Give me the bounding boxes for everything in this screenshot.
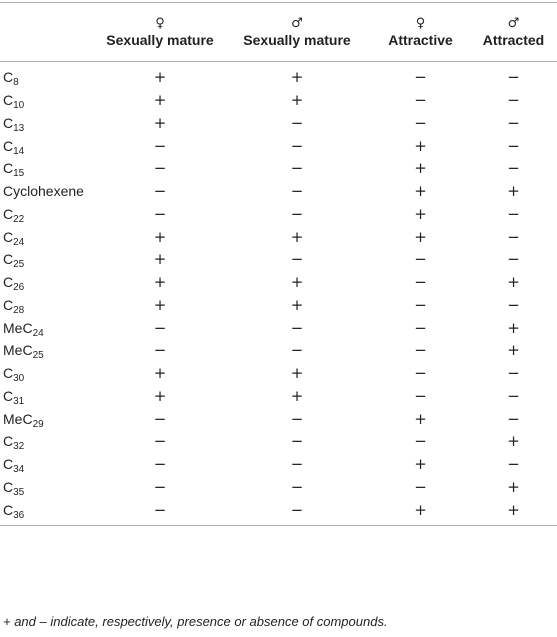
compound-name [0, 339, 97, 362]
presence-marker: − [290, 250, 304, 269]
table-body [0, 62, 557, 526]
presence-marker: − [153, 159, 167, 178]
male-symbol-icon: ♂ [291, 16, 303, 31]
compound-subscript: 24 [32, 327, 44, 339]
table-row [0, 271, 557, 294]
presence-marker: + [153, 227, 167, 246]
header-row [0, 3, 557, 62]
presence-marker: − [290, 341, 304, 360]
compound-subscript: 14 [13, 145, 25, 157]
presence-marker: + [153, 68, 167, 87]
female-symbol-icon: ♀ [415, 16, 426, 31]
presence-marker: + [290, 68, 304, 87]
presence-marker: − [414, 295, 427, 314]
presence-marker: − [290, 204, 304, 223]
compound-name [0, 157, 97, 180]
presence-marker: − [290, 113, 304, 132]
compound-prefix: C [3, 274, 14, 291]
presence-marker: − [507, 68, 520, 87]
table-row [0, 430, 557, 453]
presence-marker: − [414, 250, 427, 269]
presence-marker: − [414, 318, 427, 337]
presence-marker: − [414, 364, 427, 383]
presence-marker: − [153, 341, 167, 360]
column-header [0, 3, 97, 62]
compound-subscript: 25 [32, 350, 44, 362]
compound-subscript: 26 [13, 282, 25, 294]
compound-prefix: MeC [3, 410, 33, 427]
column-header [97, 3, 223, 62]
presence-marker: − [290, 432, 304, 451]
table-row [0, 157, 557, 180]
table-row [0, 294, 557, 317]
presence-marker: − [507, 250, 520, 269]
presence-marker: − [414, 91, 427, 110]
presence-marker: − [507, 227, 520, 246]
table-row [0, 62, 557, 89]
compound-subscript: 30 [13, 373, 25, 385]
compound-name [0, 316, 97, 339]
compound-subscript: 32 [13, 441, 25, 453]
header-label: Sexually mature [243, 32, 351, 48]
compound-prefix: C [3, 456, 14, 473]
compound-subscript: 22 [13, 213, 25, 225]
compound-name [0, 112, 97, 135]
presence-marker: + [414, 227, 427, 246]
presence-marker: − [223, 498, 371, 525]
presence-marker: + [290, 91, 304, 110]
presence-marker: + [153, 364, 167, 383]
compound-name [0, 476, 97, 499]
presence-marker: − [290, 182, 304, 201]
compound-prefix: MeC [3, 342, 33, 359]
compound-prefix: C [3, 69, 14, 86]
table-row [0, 339, 557, 362]
presence-marker: + [153, 386, 167, 405]
compound-name [0, 134, 97, 157]
table-row [0, 498, 557, 525]
compound-name [0, 203, 97, 226]
column-header [371, 3, 470, 62]
table-row [0, 362, 557, 385]
compound-name [0, 225, 97, 248]
table-row [0, 180, 557, 203]
presence-marker: − [414, 113, 427, 132]
presence-marker: − [290, 136, 304, 155]
table-row [0, 476, 557, 499]
presence-marker: − [414, 68, 427, 87]
compound-name [0, 385, 97, 408]
female-symbol-icon: ♀ [155, 16, 165, 31]
presence-marker: − [153, 136, 167, 155]
compound-prefix: C [3, 228, 14, 245]
header-label: Attractive [388, 32, 453, 48]
presence-marker: + [470, 498, 557, 525]
presence-marker: − [507, 409, 520, 428]
presence-marker: + [414, 136, 427, 155]
presence-marker: − [507, 113, 520, 132]
table-header [0, 3, 557, 62]
presence-marker: + [507, 341, 520, 360]
table-row [0, 112, 557, 135]
compound-subscript: 13 [13, 122, 25, 134]
presence-marker: − [414, 386, 427, 405]
presence-marker: − [153, 182, 167, 201]
presence-marker: − [153, 455, 167, 474]
presence-marker: + [153, 91, 167, 110]
compound-subscript: 29 [32, 418, 44, 430]
presence-marker: + [507, 477, 520, 496]
compound-subscript: 24 [13, 236, 25, 248]
header-label: Attracted [482, 32, 545, 48]
compound-prefix: C [3, 501, 14, 518]
presence-marker: + [507, 273, 520, 292]
header-label: Sexually mature [106, 32, 214, 48]
compound-subscript: 34 [13, 464, 25, 476]
presence-marker: + [153, 250, 167, 269]
compound-name [0, 180, 97, 203]
table-row [0, 89, 557, 112]
table-row [0, 134, 557, 157]
presence-marker: − [507, 204, 520, 223]
presence-marker: − [290, 477, 304, 496]
presence-marker: − [290, 455, 304, 474]
column-header [470, 3, 557, 62]
compound-name [0, 89, 97, 112]
compound-subscript: 28 [13, 304, 25, 316]
compound-subscript: 36 [13, 509, 25, 521]
compound-prefix: C [3, 433, 14, 450]
presence-marker: − [290, 159, 304, 178]
presence-marker: + [507, 432, 520, 451]
compound-prefix: Cyclohexene [3, 183, 84, 200]
presence-marker: + [414, 455, 427, 474]
presence-marker: + [414, 204, 427, 223]
compound-subscript: 15 [13, 168, 25, 180]
compound-prefix: C [3, 114, 14, 131]
compound-name [0, 362, 97, 385]
presence-marker: − [153, 477, 167, 496]
presence-marker: − [153, 204, 167, 223]
table-row [0, 453, 557, 476]
compound-prefix: C [3, 387, 14, 404]
presence-marker: − [414, 477, 427, 496]
male-symbol-icon: ♂ [507, 16, 520, 31]
compound-name [0, 248, 97, 271]
presence-marker: − [153, 318, 167, 337]
presence-marker: + [414, 159, 427, 178]
presence-marker: − [507, 455, 520, 474]
compound-prefix: MeC [3, 319, 33, 336]
presence-marker: − [153, 409, 167, 428]
presence-marker: − [507, 136, 520, 155]
presence-marker: − [507, 386, 520, 405]
compound-prefix: C [3, 205, 14, 222]
compound-prefix: C [3, 296, 14, 313]
compound-prefix: C [3, 251, 14, 268]
compound-subscript: 35 [13, 486, 25, 498]
presence-marker: − [414, 341, 427, 360]
presence-marker: − [414, 273, 427, 292]
table-row [0, 385, 557, 408]
compound-subscript: 8 [13, 77, 19, 89]
compound-name [0, 62, 97, 89]
presence-marker: + [153, 273, 167, 292]
presence-marker: + [290, 386, 304, 405]
compound-prefix: C [3, 137, 14, 154]
compound-table [0, 2, 557, 526]
presence-marker: − [153, 432, 167, 451]
compound-subscript: 25 [13, 259, 25, 271]
presence-marker: − [507, 295, 520, 314]
presence-marker: + [507, 182, 520, 201]
table-row [0, 248, 557, 271]
compound-name [0, 407, 97, 430]
compound-subscript: 31 [13, 395, 25, 407]
presence-marker: + [507, 318, 520, 337]
compound-prefix: C [3, 92, 14, 109]
presence-marker: − [414, 432, 427, 451]
presence-marker: − [507, 159, 520, 178]
compound-name [0, 453, 97, 476]
presence-marker: + [290, 227, 304, 246]
presence-marker: − [507, 364, 520, 383]
table-row [0, 203, 557, 226]
presence-marker: − [507, 91, 520, 110]
presence-marker: + [290, 364, 304, 383]
presence-marker: − [290, 409, 304, 428]
compound-name [0, 430, 97, 453]
table-row [0, 316, 557, 339]
presence-marker: + [414, 409, 427, 428]
presence-marker: + [290, 295, 304, 314]
compound-name [0, 294, 97, 317]
table-row [0, 407, 557, 430]
presence-marker: − [97, 498, 223, 525]
compound-name [0, 498, 97, 525]
presence-marker: + [290, 273, 304, 292]
table-footnote: + and – indicate, respectively, presence or absence of compounds. [3, 614, 388, 629]
column-header [223, 3, 371, 62]
table-row [0, 225, 557, 248]
compound-prefix: C [3, 478, 14, 495]
presence-marker: + [414, 182, 427, 201]
presence-marker: + [371, 498, 470, 525]
compound-prefix: C [3, 160, 14, 177]
compound-prefix: C [3, 365, 14, 382]
compound-name [0, 271, 97, 294]
presence-marker: − [290, 318, 304, 337]
presence-marker: + [153, 113, 167, 132]
compound-subscript: 10 [13, 100, 25, 112]
presence-marker: + [153, 295, 167, 314]
